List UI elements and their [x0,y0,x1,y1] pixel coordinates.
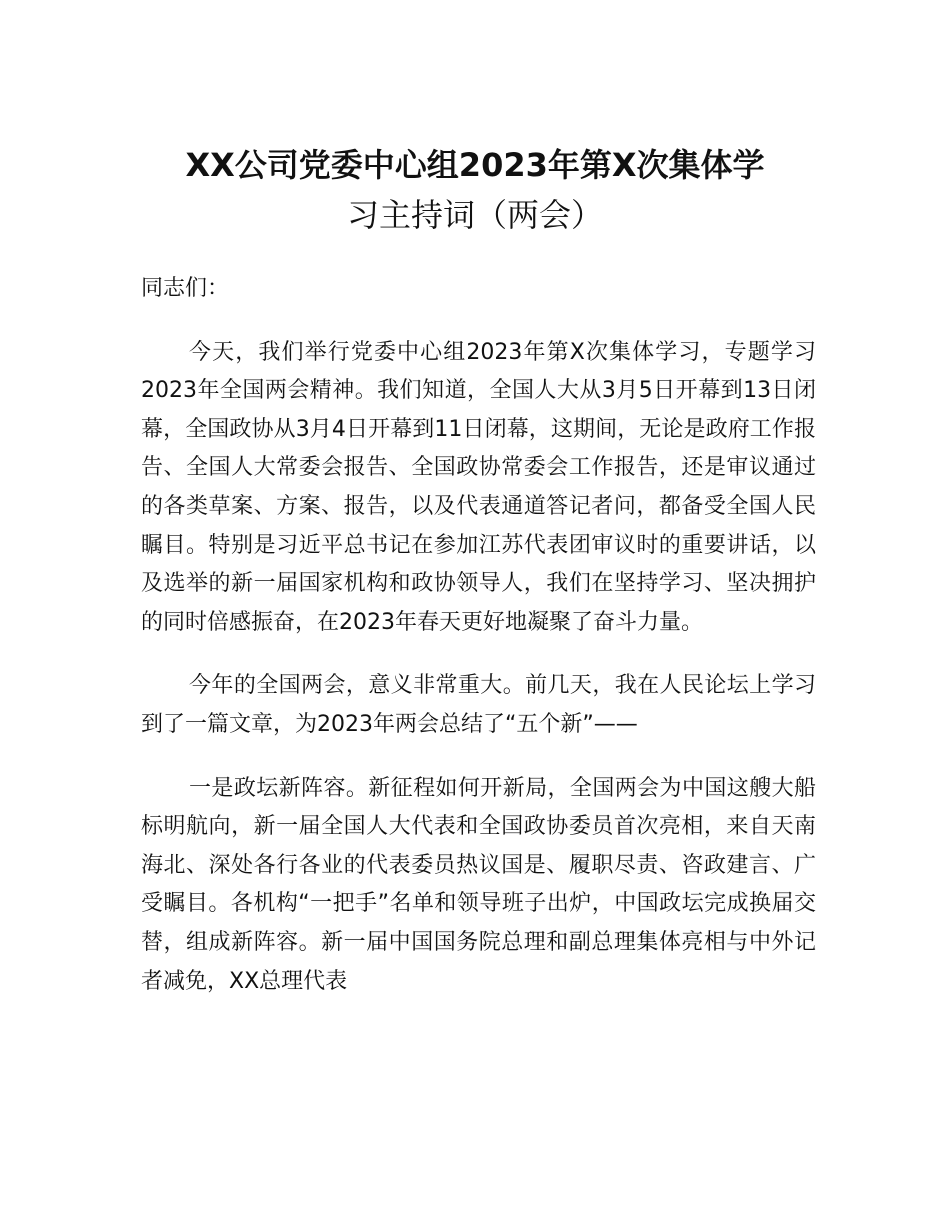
paragraph-2: 今年的全国两会，意义非常重大。前几天，我在人民论坛上学习到了一篇文章，为2023年两会总结了“五个新”—— [141,673,816,737]
title-line-1: XX公司党委中心组2023年第X次集体学 [185,146,765,184]
greeting: 同志们： [141,276,230,301]
document-body [141,270,816,1026]
paragraph-3: 一是政坛新阵容。新征程如何开新局，全国两会为中国这艘大船标明航向，新一届全国人大代表和全国政协委员首次亮相，来自天南海北、深处各行各业的代表委员热议国是、履职尽责、咨政建言、广受瞩目。各机构“一把手”名单和领导班子出炉，中国政坛完成换届交替，组成新阵容。新一届中国国务院总理和副总理集体亮相与中外记者减免，XX总理代表 [141,775,816,994]
title-line-2: 习主持词（两会） [346,196,603,234]
paragraph-1: 今天，我们举行党委中心组2023年第X次集体学习，专题学习2023年全国两会精神。我们知道，全国人大从3月5日开幕到13日闭幕，全国政协从3月4日开幕到11日闭幕，这期间，无论是政府工作报告、全国人大常委会报告、全国政协常委会工作报告，还是审议通过的各类草案、方案、报告，以及代表通道答记者问，都备受全国人民瞩目。特别是习近平总书记在参加江苏代表团审议时的重要讲话，以及选举的新一届国家机构和政协领导人，我们在坚持学习、坚决拥护的同时倍感振奋，在2023年春天更好地凝聚了奋斗力量。 [141,339,816,635]
document-title [140,140,810,240]
